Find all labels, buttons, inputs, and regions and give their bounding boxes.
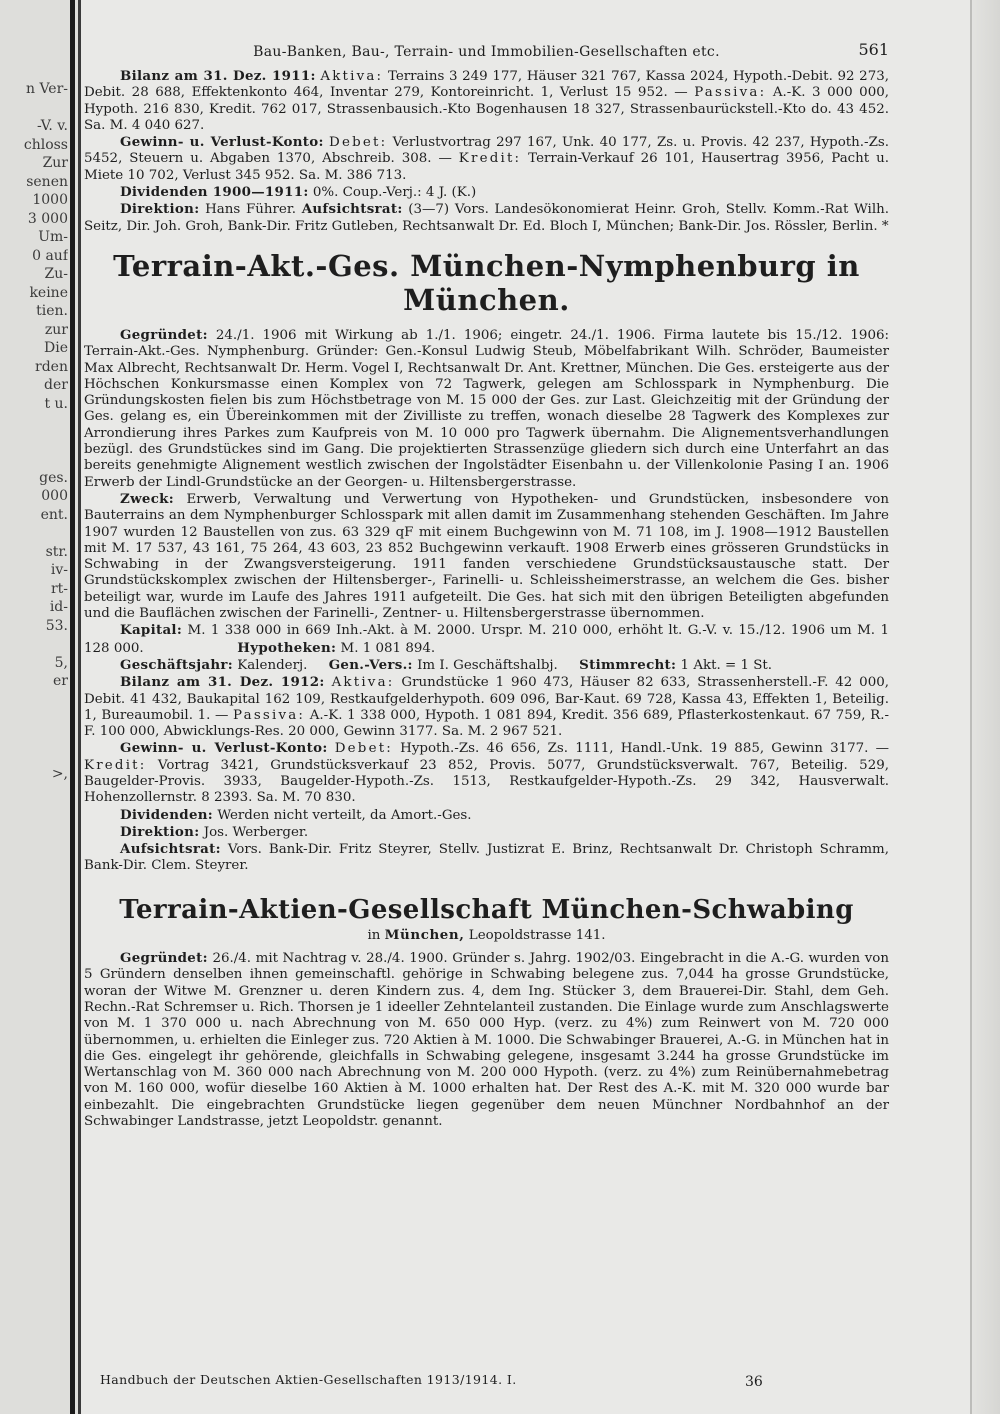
previous-page-fragment: iv- — [50, 562, 68, 578]
guv-1911: Gewinn- u. Verlust-Konto: Debet: Verlustvortrag 297 167, Unk. 40 177, Zs. u. Provis. 42 237, Hypoth.-Zs. 5452, Steuern u. Abgaben 1370, Abschreib. 308. — Kredit: Terrain-Verkauf 26 101, Hausertrag 3956, Pacht u. Miete 10 702, Verlust 345 952. Sa. M. 386 713. — [84, 134, 889, 183]
company-title-nymphenburg: Terrain-Akt.-Ges. München-Nymphenburg in München. — [113, 248, 860, 317]
zweck-nymphenburg: Zweck: Erwerb, Verwaltung und Verwertung von Hypotheken- und Grundstücken, insbesondere von Bauterrains an dem Nymphenburger Schlosspark mit allen damit im Zusammenhang stehenden Geschäften. Im Jahre 1907 wurden 12 Baustellen von zus. 63 329 qF mit einem Buchgewinn von M. 71 108, im J. 1908—1912 Baustellen mit M. 17 537, 43 161, 75 264, 43 603, 23 852 Buchgewinn verkauft. 1908 Erwerb eines grösseren Grundstücks in Schwabing in der Zwangsversteigerung. 1911 fanden verschiedene Grundstücksaustausche statt. Der Grundstückskomplex zwischen der Hiltensberger-, Farinelli- u. Schleissheimerstrasse, an welchem die Ges. bisher beteiligt war, wurde im Laufe des Jahres 1911 aufgeteilt. Die Ges. hat sich mit den übrigen Beteiligten abgefunden und die Bauflächen zwischen der Farinelli-, Zentner- u. Hiltensbergerstrasse übernommen. — [84, 490, 889, 622]
previous-page-fragment — [0, 99, 68, 118]
direktion-nymphenburg: Direktion: Jos. Werberger. — [120, 823, 309, 840]
company-location-schwabing: in München, Leopoldstrasse 141. — [367, 926, 606, 943]
dividenden-nymphenburg: Dividenden: Werden nicht verteilt, da Amort.-Ges. — [120, 806, 472, 823]
previous-page-fragment: tien. — [36, 303, 68, 319]
previous-page-fragment: -V. v. — [37, 118, 68, 134]
previous-page-fragment: rt- — [50, 580, 68, 597]
previous-page-fragment — [0, 524, 68, 543]
previous-page-fragment: 0 auf — [32, 247, 68, 264]
binding-shadow — [70, 0, 75, 1414]
gegruendet-schwabing: Gegründet: 26./4. mit Nachtrag v. 28./4. 1900. Gründer s. Jahrg. 1902/03. Eingebracht in die A.-G. wurden von 5 Gründern denselben ihnen gemeinschaftl. gehörige in Schwabing belegene zus. 7,044 ha grosse Grundstücke, woran der Witwe M. Grenzner u. deren Kindern zus. 4, dem Ing. Stücker 3, dem Brauerei-Dir. Stahl, dem Geh. Rechn.-Rat Schremser u. Rich. Thorsen je 1 ideeller Zehntelanteil zustanden. Die Einlage wurde zum Anschlagswerte von M. 1 370 000 u. nach Abrechnung von M. 650 000 Hyp. (verz. zu 4%) zum Reinwert von M. 720 000 übernommen, u. erhielten die Einleger zus. 720 Aktien à M. 1000. Die Schwabinger Brauerei, A.-G. in München hat in die Ges. eingelegt ihr gehörende, gleichfalls in Schwabing gelegene, insgesamt 3.244 ha grosse Grundstücke im Wertanschlag von M. 360 000 nach Abrechnung von M. 200 000 Hypoth. (verz. zu 4%) zum Reinübernahmebetrag von M. 160 000, wofür dieselbe 160 Aktien à M. 1000 erhalten hat. Der Rest des A.-K. mit M. 320 000 wurde bar einbezahlt. Die eingebrachten Grundstücke liegen gegenüber dem neuen Münchner Nordbahnhof an der Schwabinger Landstrasse, jetzt Leopoldstr. genannt. — [84, 950, 889, 1130]
previous-page-fragment: rden — [35, 358, 68, 375]
previous-page-fragment — [0, 728, 68, 747]
previous-page-fragment: >, — [51, 765, 68, 782]
previous-page-fragment — [0, 432, 68, 451]
aufsichtsrat-nymphenburg: Aufsichtsrat: Vors. Bank-Dir. Fritz Steyrer, Stellv. Justizrat E. Brinz, Rechtsanwalt Dr. Christoph Schramm, Bank-Dir. Clem. Steyrer. — [84, 841, 889, 874]
previous-page-fragments — [0, 80, 68, 783]
previous-page-fragment: keine — [29, 284, 68, 301]
running-title: Bau-Banken, Bau-, Terrain- und Immobilien-Gesellschaften etc. — [253, 44, 720, 60]
previous-page-fragment: str. — [45, 543, 68, 560]
previous-page-fragment: ent. — [40, 506, 68, 523]
previous-page-fragment: Die — [44, 340, 68, 356]
previous-page-fragment: n Ver- — [26, 81, 68, 97]
geschaeftsjahr-nymphenburg: Geschäftsjahr: Kalenderj. Gen.-Vers.: Im I. Geschäftshalbj. Stimmrecht: 1 Akt. = 1 St. — [120, 656, 773, 673]
footer-signature: 36 — [745, 1374, 763, 1390]
previous-page-fragment: id- — [49, 599, 68, 615]
previous-page-fragment — [0, 746, 68, 765]
previous-page-fragment — [0, 413, 68, 432]
bilanz-1911: Bilanz am 31. Dez. 1911: Aktiva: Terrains 3 249 177, Häuser 321 767, Kassa 2024, Hypoth.-Debit. 92 273, Debit. 28 688, Effektenkonto 464, Inventar 279, Kontoreinricht. 1, Verlust 15 952. — Passiva: A.-K. 3 000 000, Hypoth. 216 830, Kredit. 762 017, Strassenbausich.-Kto Bogenhausen 18 327, Strassenbaurückstell.-Kto do. 43 452. Sa. M. 4 040 627. — [84, 68, 890, 133]
previous-page-fragment: ges. — [39, 469, 68, 486]
previous-page-fragment — [0, 450, 68, 469]
page-edge-line — [970, 0, 972, 1414]
document-page — [84, 40, 890, 1130]
previous-page-fragment: t u. — [44, 395, 68, 412]
kapital-nymphenburg: Kapital: M. 1 338 000 in 669 Inh.-Akt. à M. 2000. Urspr. M. 210 000, erhöht lt. G.-V. v. 15./12. 1906 um M. 1 128 000. Hypotheken: M. 1 081 894. — [84, 622, 889, 656]
previous-page-fragment: Um- — [38, 229, 68, 245]
page-edge-right — [970, 0, 1000, 1414]
previous-page-fragment: er — [53, 673, 68, 689]
bilanz-1912: Bilanz am 31. Dez. 1912: Aktiva: Grundstücke 1 960 473, Häuser 82 633, Strassenherstell.-F. 42 000, Debit. 41 432, Baukapital 162 109, Restkaufgelderhypoth. 609 096, Bar-Kaut. 69 728, Kassa 43, Effekten 1, Beteilig. 1, Bureaumobil. 1. — Passiva: A.-K. 1 338 000, Hypoth. 1 081 894, Kredit. 356 689, Pflasterkostenkaut. 67 759, R.-F. 100 000, Abwicklungs-Res. 20 000, Gewinn 3177. Sa. M. 2 967 521. — [84, 674, 890, 740]
previous-page-fragment: der — [44, 377, 68, 393]
previous-page-fragment: senen — [26, 173, 68, 190]
gegruendet-nymphenburg: Gegründet: 24./1. 1906 mit Wirkung ab 1./1. 1906; eingetr. 24./1. 1906. Firma lautete bis 15./12. 1906: Terrain-Akt.-Ges. Nymphenburg. Gründer: Gen.-Konsul Ludwig Steub, Möbelfabrikant Wilh. Schröder, Baumeister Max Albrecht, Rechtsanwalt Dr. Herm. Vogel I, Rechtsanwalt Dr. Ant. Krettner, München. Die Ges. ersteigerte aus der Höchschen Konkursmasse einen Komplex von 72 Tagwerk, gelegen am Schlosspark in Nymphenburg. Die Gründungskosten fielen bis zum Höchstbetrage von M. 15 000 der Ges. zur Last. Gleichzeitig mit der Gründung der Ges. gelang es, ein Übereinkommen mit der Zivilliste zu treffen, wonach dieselbe 28 Tagwerk des Komplexes zur Arrondierung ihres Parkes zum Kaufpreis von M. 10 000 pro Tagwerk übernahm. Die Alignementsverhandlungen bezügl. des Grundstückes sind im Gang. Die projektierten Strassenzüge gliedern sich durch eine Unterfahrt an das bereits genehmigte Alignement westlich zwischen der Ingolstädter Eisenbahn u. der Villenkolonie Pasing I an. 1906 Erwerb der Lindl-Grundstücke an der Georgen- u. Hiltensbergerstrasse. — [84, 326, 889, 490]
previous-page-fragment: 53. — [45, 617, 68, 634]
previous-page-fragment: zur — [44, 321, 68, 338]
previous-page-fragment — [0, 691, 68, 710]
binding-edge — [78, 0, 81, 1414]
previous-page-fragment: 3 000 — [27, 210, 68, 227]
previous-page-fragment: chloss — [23, 136, 68, 153]
previous-page-fragment: Zu- — [44, 266, 68, 282]
running-head — [84, 40, 889, 66]
dividenden-1900-1911: Dividenden 1900—1911: 0%. Coup.-Verj.: 4 J. (K.) — [120, 184, 477, 201]
page-number: 561 — [858, 40, 889, 59]
footer-source: Handbuch der Deutschen Aktien-Gesellschaften 1913/1914. I. — [100, 1372, 517, 1387]
previous-page-fragment: 5, — [54, 654, 68, 671]
guv-1912: Gewinn- u. Verlust-Konto: Debet: Hypoth.-Zs. 46 656, Zs. 1111, Handl.-Unk. 19 885, Gewinn 3177. — Kredit: Vortrag 3421, Grundstücksverkauf 23 852, Provis. 5077, Grundstücksverwalt. 767, Beteilig. 529, Baugelder-Provis. 3933, Baugelder-Hypoth.-Zs. 1513, Restkaufgelder-Hypoth.-Zs. 29 342, Hausverwalt. Hohenzollernstr. 8 2393. Sa. M. 70 830. — [84, 740, 889, 806]
direktion-aufsichtsrat-1: Direktion: Hans Führer. Aufsichtsrat: (3—7) Vors. Landesökonomierat Heinr. Groh, Stellv. Komm.-Rat Wilh. Seitz, Dir. Joh. Groh, Bank-Dir. Fritz Gutleben, Rechtsanwalt Dr. Ed. Bloch I, München; Bank-Dir. Jos. Rössler, Berlin. * — [84, 201, 890, 234]
previous-page-fragment — [0, 709, 68, 728]
company-title-schwabing: Terrain-Aktien-Gesellschaft München-Schwabing — [119, 894, 854, 925]
previous-page-fragment: Zur — [42, 155, 68, 171]
previous-page-fragment: 000 — [41, 488, 68, 504]
previous-page-fragment: 1000 — [32, 192, 68, 208]
previous-page-fragment — [0, 635, 68, 654]
